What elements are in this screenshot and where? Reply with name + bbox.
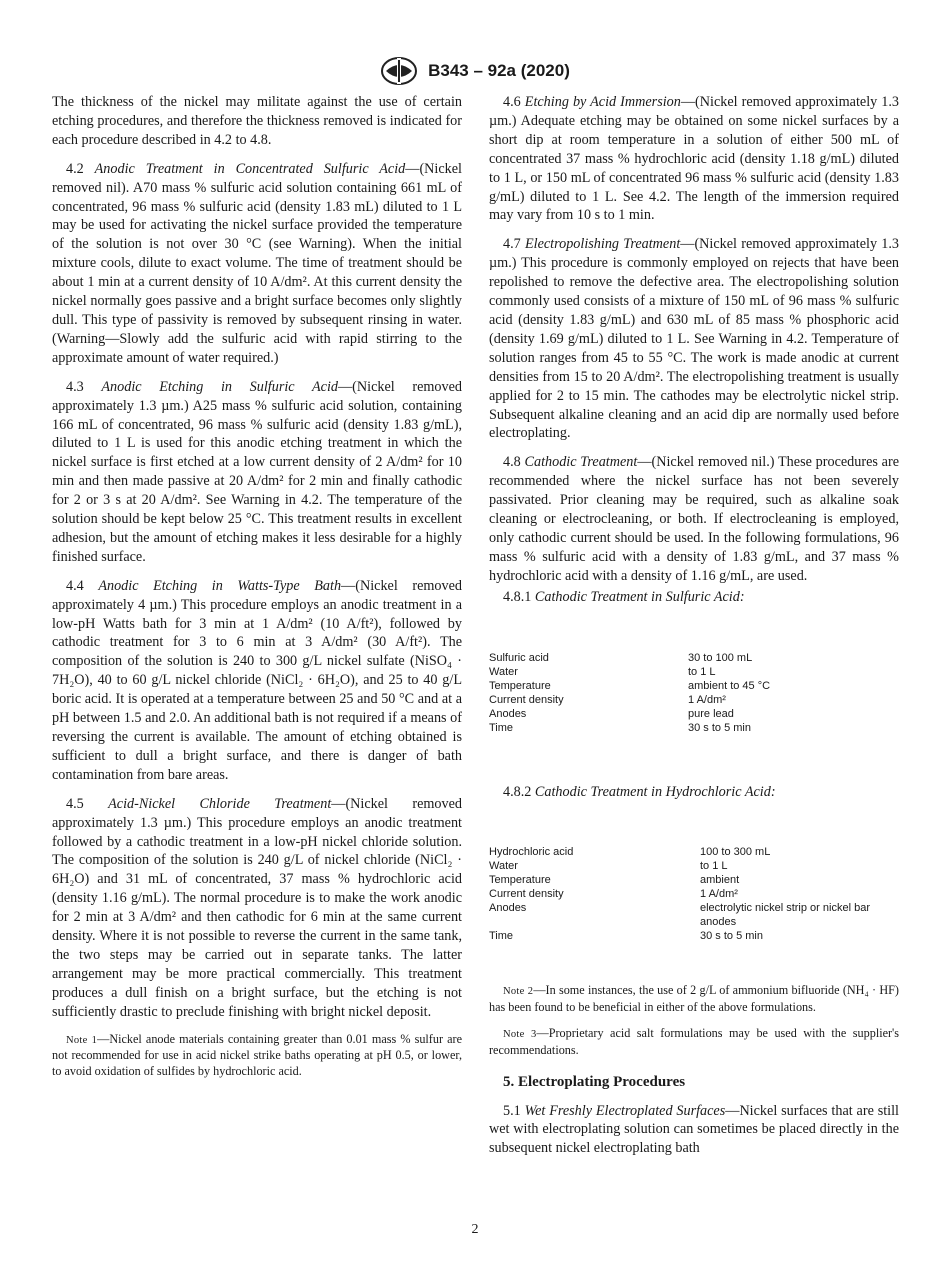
- formulation-row: [489, 873, 870, 887]
- component-name: Water: [489, 665, 518, 678]
- formulation-row: [489, 679, 858, 693]
- page-number: 2: [471, 1222, 479, 1237]
- component-name: Temperature: [489, 679, 551, 692]
- component-name: Temperature: [489, 874, 551, 887]
- note-3: Note 3—Proprietary acid salt formulations may be used with the supplier's recommendations.: [489, 1026, 899, 1057]
- component-value: 1 A/dm²: [688, 693, 726, 706]
- formulation-row: [489, 929, 870, 943]
- formulation-row: [489, 651, 858, 665]
- component-value: to 1 L: [700, 860, 728, 873]
- component-value: 30 to 100 mL: [688, 651, 753, 664]
- formulation-row: [489, 901, 870, 929]
- paragraph-4-3: 4.3 Anodic Etching in Sulfuric Acid—(Nickel removed approximately 1.3 µm.) A25 mass % sulfuric acid solution, containing 166 mL of concentrated, 96 mass % sulfuric acid (density 1.83 g/mL), diluted to 1 L is used for this anodic etching treatment in which the nickel surface is first etched at a low current density of 2 A/dm² for 10 min and then made passive at 20 A/dm² for 2 min and finally cathodic for 2 or 3 s at 20 A/dm². See Warning in 4.2. The temperature of the solution should be kept below 25 °C. This treatment results in excellent adhesion, but the amount of etching makes it less desirable for a highly finished surface.: [52, 378, 462, 565]
- component-value: 30 s to 5 min: [688, 721, 751, 734]
- hcl-formulation-table: [489, 845, 870, 943]
- component-name: Anodes: [489, 707, 527, 720]
- paragraph-4-2: 4.2 Anodic Treatment in Concentrated Sulfuric Acid—(Nickel removed nil). A70 mass % sulfuric acid solution containing 661 mL of concentrated, 96 mass % sulfuric acid (density 1.83 mL) diluted to 1 L may be used for activating the nickel surface provided the temperature of the solution is not over 30 °C (see Warning). When the initial mixture cools, dilute to exact volume. The time of treatment should be about 1 min at a current density of 10 A/dm². At this current density the nickel normally goes passive and a bright surface becomes only slightly dull. This type of passivity is removed by subsequent rinsing in water. (Warning—Slowly add the sulfuric acid with rapid stirring to the approximate amount of water required.): [52, 160, 462, 366]
- heading-4-8-2: 4.8.2 Cathodic Treatment in Hydrochloric Acid:: [503, 783, 776, 800]
- section-5-heading: 5. Electroplating Procedures: [503, 1073, 686, 1090]
- formulation-row: [489, 707, 858, 721]
- component-value: ambient to 45 °C: [688, 679, 771, 692]
- sulfuric-formulation-table: [489, 651, 858, 735]
- component-name: Time: [489, 721, 514, 734]
- formulation-row: [489, 859, 870, 873]
- astm-logo-icon: [380, 56, 418, 86]
- formulation-row: [489, 721, 858, 735]
- component-value: 1 A/dm²: [700, 888, 738, 901]
- right-column: [489, 93, 899, 1168]
- component-name: Time: [489, 930, 514, 943]
- paragraph-4-8: 4.8 Cathodic Treatment—(Nickel removed nil.) These procedures are recommended where the nickel surface has not been severely passivated. Prior cleaning may be required, such as alkaline soak cleaning or electrocleaning, or both. If electrocleaning is employed, only cathodic current should be used. In the following formulations, 96 mass % sulfuric acid with a density of 1.83 g/mL, and 37 mass % hydrochloric acid with a density of 1.16 g/mL, are used.: [489, 454, 899, 584]
- paragraph-4-7: 4.7 Electropolishing Treatment—(Nickel removed approximately 1.3 µm.) This procedure is commonly employed on rejects that have been repolished to remove the defective area. The electropolishing solution commonly used consists of a mixture of 150 mL of 96 mass % sulfuric acid (density 1.83 g/mL) and 630 mL of 85 mass % phosphoric acid (density 1.69 g/mL) diluted to 1 L. See Warning in 4.2. Temperature of solution ranges from 45 to 55 °C. The work is made anodic at current densities from 15 to 20 A/dm². The electropolishing treatment is usually applied for 2 to 15 min. The cathodes may be electrolytic nickel strip. Subsequent alkaline cleaning and an acid dip are normally used before electroplating.: [489, 236, 900, 442]
- component-name: Sulfuric acid: [489, 651, 549, 664]
- component-name: Water: [489, 860, 518, 873]
- note-2: Note 2—In some instances, the use of 2 g/L of ammonium bifluoride (NH₄ · HF) has been found to be beneficial in either of the above formulations.: [489, 983, 899, 1015]
- left-column: [52, 93, 462, 1090]
- paragraph-4-5: 4.5 Acid-Nickel Chloride Treatment—(Nickel removed approximately 1.3 µm.) This procedure employs an anodic treatment followed by a cathodic treatment in a low-pH nickel chloride solution. The composition of the solution is 240 g/L of nickel chloride (NiCl₂ · 6H₂O) and 31 mL of concentrated, 37 mass % hydrochloric acid (density 1.16 g/mL). The normal procedure is to make the work anodic for 2 min at 3 A/dm² and then cathodic for 6 min at the same current density. Where it is not possible to reverse the current in the same tank, the two steps may be carried out in separate tanks. The latter arrangement may be more practical commercially. This treatment produces a dull finish on a bright surface, but the etching is not sufficiently drastic to preclude finishing with bright nickel deposit.: [52, 795, 462, 1020]
- component-name: Hydrochloric acid: [489, 846, 574, 859]
- component-name: Current density: [489, 693, 564, 706]
- standard-designation: B343 – 92a (2020): [428, 61, 570, 80]
- paragraph-4-4: 4.4 Anodic Etching in Watts-Type Bath—(Nickel removed approximately 4 µm.) This procedure employs an anodic treatment in a low-pH Watts bath for 3 min at 1 A/dm² (10 A/ft²), followed by cathodic treatment for 3 to 6 min at 3 A/dm² (30 A/ft²). The composition of the solution is 240 to 300 g/L nickel sulfate (NiSO₄ · 7H₂O), 40 to 60 g/L nickel chloride (NiCl₂ · 6H₂O), and 25 to 40 g/L boric acid. It is operated at a temperature between 25 and 50 °C and at a pH between 1.5 and 2.0. An additional bath is not required if a means of reversing the current is available. The amount of etching obtained is sufficient to dull a bright surface, and there is danger of bath contamination from bare areas.: [52, 577, 462, 783]
- component-value: electrolytic nickel strip or nickel bar anodes: [700, 902, 870, 929]
- component-value: pure lead: [688, 707, 734, 720]
- formulation-row: [489, 845, 870, 859]
- component-name: Current density: [489, 888, 564, 901]
- page-header: [0, 56, 950, 86]
- component-value: 30 s to 5 min: [700, 930, 763, 943]
- formulation-row: [489, 665, 858, 679]
- component-value: 100 to 300 mL: [700, 846, 771, 859]
- component-value: to 1 L: [688, 665, 716, 678]
- paragraph-4-6: 4.6 Etching by Acid Immersion—(Nickel removed approximately 1.3 µm.) Adequate etching may be obtained on some nickel surfaces by a short dip at room temperature in a solution of either 500 mL of concentrated 37 mass % hydrochloric acid (density 1.18 g/mL) diluted to 1 L, or 150 mL of concentrated 96 mass % sulfuric acid (density 1.83 g/mL) diluted to 1 L. See 4.2. The length of the immersion required may vary from 10 s to 1 min.: [489, 94, 900, 224]
- heading-4-8-1: 4.8.1 Cathodic Treatment in Sulfuric Acid:: [503, 588, 745, 605]
- component-value: ambient: [700, 874, 740, 887]
- intro-paragraph: The thickness of the nickel may militate against the use of certain etching procedures, and therefore the thickness removed is indicated for each procedure described in 4.2 to 4.8.: [52, 94, 462, 148]
- component-name: Anodes: [489, 902, 527, 915]
- paragraph-5-1: 5.1 Wet Freshly Electroplated Surfaces—Nickel surfaces that are still wet with electroplating solution can sometimes be placed directly in the subsequent nickel electroplating bath: [489, 1102, 899, 1157]
- note-1: Note 1—Nickel anode materials containing greater than 0.01 mass % sulfur are not recommended for use in acid nickel strike baths operating at pH 0.5, or lower, to avoid oxidation of sulfides by hydrochloric acid.: [52, 1031, 462, 1079]
- formulation-row: [489, 887, 870, 901]
- formulation-row: [489, 693, 858, 707]
